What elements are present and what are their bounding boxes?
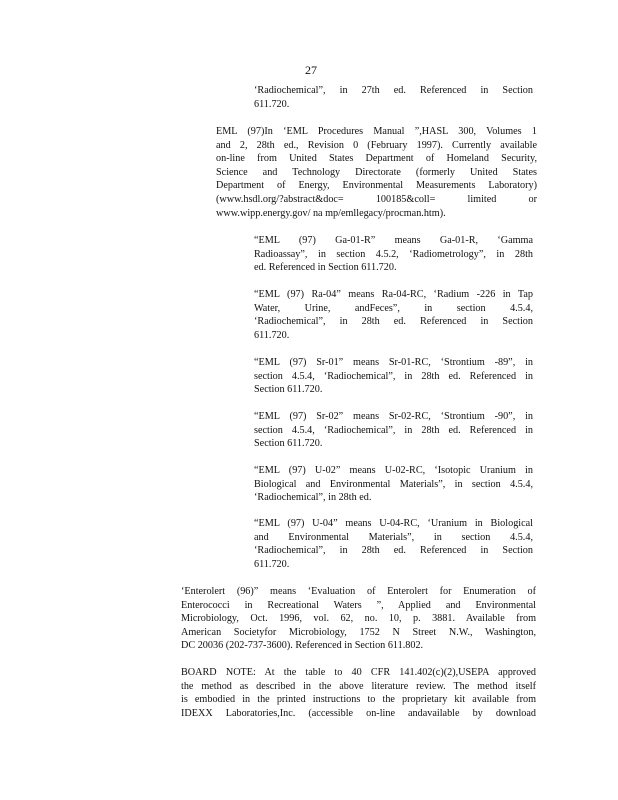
text-line: “EML (97) U-02” means U-02-RC, ‘Isotopic Uranium in xyxy=(254,465,533,476)
paragraph-eml-u-02 xyxy=(254,464,533,505)
text-line: Enterococci in Recreational Waters ”, Applied and Environmental xyxy=(181,599,536,611)
paragraph-eml-ga-01 xyxy=(254,234,533,275)
text-line: ‘Radiochemical”, in 28th ed. Referenced in Section xyxy=(254,316,533,328)
text-line: American Societyfor Microbiology, 1752 N Street N.W., Washington, xyxy=(181,626,536,638)
text-line: section 4.5.4, ‘Radiochemical”, in 28th ed. Referenced in xyxy=(254,370,533,382)
paragraph-eml-sr-02 xyxy=(254,410,533,451)
text-line: “EML (97) U-04” means U-04-RC, ‘Uranium in Biological xyxy=(254,518,533,529)
paragraph-board-note xyxy=(181,666,536,720)
text-line: BOARD NOTE: At the table to 40 CFR 141.402(c)(2),USEPA approved xyxy=(181,667,536,678)
text-line: Science and Technology Directorate (formerly United States xyxy=(216,166,537,178)
text-line: and 2, 28th ed., Revision 0 (February 1997). Currently available xyxy=(216,139,537,151)
text-line: ‘Radiochemical”, in 28th ed. Referenced in Section xyxy=(254,545,533,557)
text-line: section 4.5.4, ‘Radiochemical”, in 28th ed. Referenced in xyxy=(254,424,533,436)
page-number: 27 xyxy=(305,63,317,77)
paragraph-radiochemical-27th xyxy=(254,84,533,111)
text-line: DC 20036 (202-737-3600). Referenced in Section 611.802. xyxy=(181,640,424,652)
text-line: “EML (97) Ga-01-R” means Ga-01-R, ‘Gamma xyxy=(254,235,533,246)
text-line: www.wipp.energy.gov/ na mp/emllegacy/procman.htm). xyxy=(216,207,446,219)
text-line: Section 611.720. xyxy=(254,438,323,450)
text-line: ‘Radiochemical”, in 27th ed. Referenced in Section xyxy=(254,85,533,96)
text-line: “EML (97) Sr-01” means Sr-01-RC, ‘Strontium -89”, in xyxy=(254,357,533,368)
text-line: 611.720. xyxy=(254,558,290,570)
text-line: Microbiology, Oct. 1996, vol. 62, no. 10, p. 3881. Available from xyxy=(181,613,536,625)
text-line: the method as described in the above literature review. The method itself xyxy=(181,680,536,692)
text-line: Biological and Environmental Materials”, in section 4.5.4, xyxy=(254,478,533,490)
text-line: Department of Energy, Environmental Measurements Laboratory) xyxy=(216,180,537,192)
text-line: Radioassay”, in section 4.5.2, ‘Radiometrology”, in 28th xyxy=(254,248,533,260)
text-line: Water, Urine, andFeces”, in section 4.5.4, xyxy=(254,302,533,314)
text-line: is embodied in the printed instructions to the proprietary kit available from xyxy=(181,694,536,706)
paragraph-enterolert-96 xyxy=(181,585,536,653)
text-line: 611.720. xyxy=(254,329,290,341)
text-line: 611.720. xyxy=(254,98,290,110)
paragraph-eml-ra-04 xyxy=(254,288,533,342)
text-line: (www.hsdl.org/?abstract&doc= 100185&coll= limited or xyxy=(216,193,537,205)
paragraph-eml-sr-01 xyxy=(254,356,533,397)
text-line: on-line from United States Department of Homeland Security, xyxy=(216,153,537,165)
text-line: Section 611.720. xyxy=(254,384,323,396)
paragraph-eml-97 xyxy=(216,125,537,220)
text-line: “EML (97) Ra-04” means Ra-04-RC, ‘Radium -226 in Tap xyxy=(254,289,533,300)
text-line: and Environmental Materials”, in section 4.5.4, xyxy=(254,531,533,543)
text-line: ‘Enterolert (96)” means ‘Evaluation of Enterolert for Enumeration of xyxy=(181,586,536,597)
text-line: EML (97)In ‘EML Procedures Manual ”,HASL 300, Volumes 1 xyxy=(216,126,537,137)
paragraph-eml-u-04 xyxy=(254,517,533,571)
text-line: “EML (97) Sr-02” means Sr-02-RC, ‘Strontium -90”, in xyxy=(254,411,533,422)
text-line: ‘Radiochemical”, in 28th ed. xyxy=(254,492,372,504)
text-line: ed. Referenced in Section 611.720. xyxy=(254,262,397,274)
text-line: IDEXX Laboratories,Inc. (accessible on-line andavailable by download xyxy=(181,707,536,719)
